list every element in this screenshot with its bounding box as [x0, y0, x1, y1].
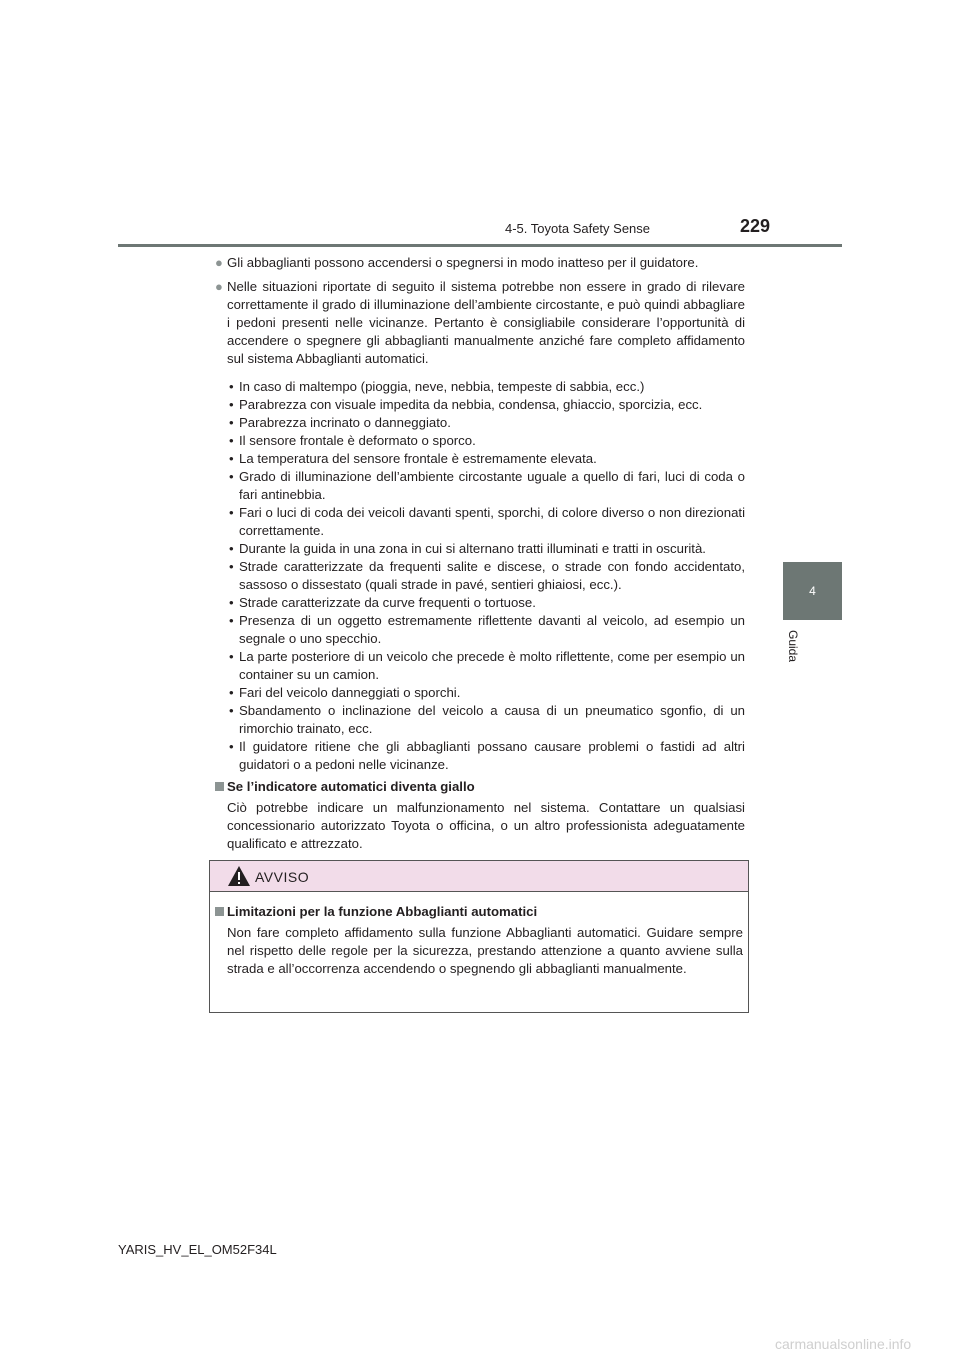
list-item: • Parabrezza incrinato o danneggiato.: [215, 414, 745, 432]
warning-box: [209, 860, 749, 1013]
warning-heading-text: Limitazioni per la funzione Abbaglianti automatici: [227, 904, 538, 919]
bullet-item: [215, 278, 745, 368]
warning-heading: [215, 903, 743, 921]
list-item: • Sbandamento o inclinazione del veicolo a causa di un pneumatico sgonfio, di un rimorchio trainato, ecc.: [215, 702, 745, 738]
warning-header: [210, 861, 748, 892]
warning-body: [215, 903, 743, 978]
main-content: [215, 254, 745, 853]
list-item: • In caso di maltempo (pioggia, neve, nebbia, tempeste di sabbia, ecc.): [215, 378, 745, 396]
list-item: • Grado di illuminazione dell’ambiente circostante uguale a quello di fari, luci di coda o fari antinebbia.: [215, 468, 745, 504]
list-item: • Strade caratterizzate da curve frequenti o tortuose.: [215, 594, 745, 612]
warning-text: Non fare completo affidamento sulla funzione Abbaglianti automatici. Guidare sempre nel rispetto delle regole per la sicurezza, prestando attenzione a quanto avviene sulla strada e all’occorrenza accendendo o spegnendo gli abbaglianti manualmente.: [227, 925, 743, 976]
chapter-number: 4: [809, 584, 816, 598]
list-item: • Presenza di un oggetto estremamente riflettente davanti al veicolo, ad esempio un segnale o uno specchio.: [215, 612, 745, 648]
list-item: • Parabrezza con visuale impedita da nebbia, condensa, ghiaccio, sporcizia, ecc.: [215, 396, 745, 414]
bullet-text: Gli abbaglianti possono accendersi o spegnersi in modo inatteso per il guidatore.: [227, 255, 699, 270]
list-item: • Fari del veicolo danneggiati o sporchi.: [215, 684, 745, 702]
indicator-section: [215, 778, 745, 853]
condition-list: [215, 378, 745, 774]
bullet-item: [215, 254, 745, 272]
header-divider: [118, 244, 842, 247]
header-section-title: 4-5. Toyota Safety Sense: [505, 221, 651, 236]
watermark: carmanualsonline.info: [775, 1336, 912, 1352]
chapter-tab: [783, 562, 842, 620]
list-item: • La temperatura del sensore frontale è estremamente elevata.: [215, 450, 745, 468]
circle-bullet-icon: ●: [215, 279, 223, 294]
list-item: • Il guidatore ritiene che gli abbaglianti possano causare problemi o fastidi ad altri guidatori o a pedoni nelle vicinanze.: [215, 738, 745, 774]
square-bullet-icon: [215, 782, 224, 791]
bullet-text: Nelle situazioni riportate di seguito il sistema potrebbe non essere in grado di rilevare correttamente il grado di illuminazione dell’ambiente circostante, e può quindi abbagliare i pedoni presenti nelle vicinanze. Pertanto è consigliabile considerare l’opportunità di accendere o spegnere gli abbaglianti manualmente anziché fare completo affidamento sul sistema Abbaglianti automatici.: [227, 279, 745, 366]
chapter-label: Guida: [786, 630, 800, 663]
list-item: • Fari o luci di coda dei veicoli davanti spenti, sporchi, di colore diverso o non direzionati correttamente.: [215, 504, 745, 540]
list-item: • Il sensore frontale è deformato o sporco.: [215, 432, 745, 450]
warning-triangle-icon: [227, 865, 251, 887]
section-heading: [215, 778, 745, 796]
circle-bullet-icon: ●: [215, 255, 223, 270]
document-code: YARIS_HV_EL_OM52F34L: [118, 1242, 277, 1257]
section-heading-text: Se l’indicatore automatici diventa giallo: [227, 779, 475, 794]
section-body: Ciò potrebbe indicare un malfunzionamento nel sistema. Contattare un qualsiasi concessionario autorizzato Toyota o officina, o un altro professionista adeguatamente qualificato e attrezzato.: [227, 800, 745, 851]
list-item: • Strade caratterizzate da frequenti salite e discese, o strade con fondo accidentato, sassoso o dissestato (quali strade in pavé, sentieri ghiaiosi, ecc.).: [215, 558, 745, 594]
square-bullet-icon: [215, 907, 224, 916]
list-item: • La parte posteriore di un veicolo che precede è molto riflettente, come per esempio un container su un camion.: [215, 648, 745, 684]
warning-title: AVVISO: [255, 869, 310, 885]
page-number: 229: [740, 216, 771, 236]
list-item: • Durante la guida in una zona in cui si alternano tratti illuminati e tratti in oscurità.: [215, 540, 745, 558]
